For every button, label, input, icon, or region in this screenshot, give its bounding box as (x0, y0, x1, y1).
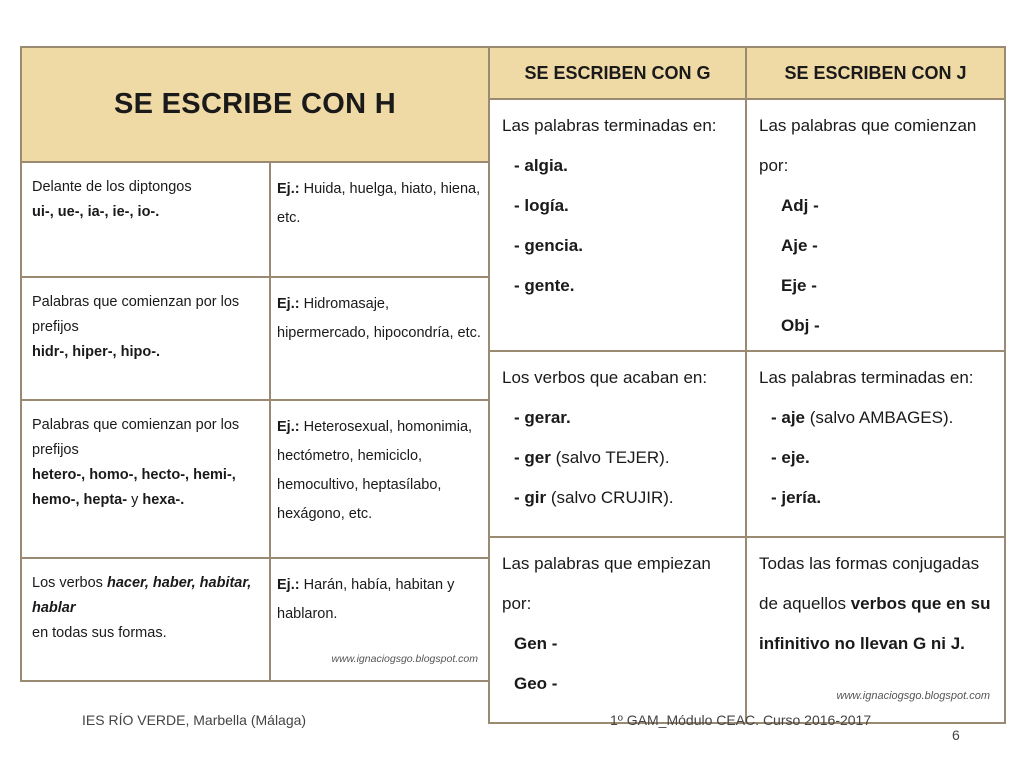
g-rule-intro: Los verbos que acaban en: (502, 368, 708, 387)
j-header: SE ESCRIBEN CON J (746, 47, 1005, 99)
g-ending: - algia. (514, 156, 568, 175)
h-rule-row (21, 558, 489, 681)
h-rule-prefixes: hexa-. (142, 492, 185, 509)
g-rule-cell (489, 99, 746, 351)
gj-rule-row (489, 537, 1005, 723)
g-rule-cell (489, 351, 746, 537)
h-rule-verbs: hacer, haber, habitar, hablar (32, 574, 252, 616)
h-rule-row (21, 277, 489, 400)
blog-signature: www.ignaciogsgo.blogspot.com (331, 653, 478, 665)
h-rule-row (21, 400, 489, 557)
j-exception: (salvo AMBAGES). (805, 408, 954, 427)
g-ending: - gencia. (514, 236, 583, 255)
j-prefix: Obj - (781, 316, 820, 335)
j-ending: - eje. (771, 448, 810, 467)
example-label: Ej.: (277, 576, 300, 593)
footer-school: IES RÍO VERDE, Marbella (Málaga) (82, 712, 307, 728)
j-prefix: Adj - (781, 196, 819, 215)
g-ending: - gerar. (514, 408, 571, 427)
j-rule-text: de aquellos (759, 594, 851, 613)
h-rule-text: en todas sus formas. (32, 624, 167, 641)
h-table-title: SE ESCRIBE CON H (21, 47, 489, 162)
j-ending: - aje (771, 408, 806, 427)
example-label: Ej.: (277, 181, 300, 198)
page-number: 6 (952, 727, 960, 743)
h-rule-row (21, 162, 489, 277)
h-example-cell (270, 400, 489, 557)
h-rule-text: y (127, 492, 143, 509)
h-rule-text: Delante de los diptongos (32, 179, 192, 196)
h-rule-prefixes: hemo-, hepta- (32, 492, 128, 509)
example-text: Heterosexual, homonimia, hectómetro, hemiciclo, hemocultivo, heptasílabo, hexágono, etc. (277, 419, 473, 523)
g-exception: (salvo CRUJIR). (546, 488, 674, 507)
j-rule-cell (746, 351, 1005, 537)
footer-course: 1º GAM_Módulo CEAC. Curso 2016-2017 (610, 712, 872, 728)
gj-rule-row (489, 99, 1005, 351)
example-text: Hidromasaje, hipermercado, hipocondría, etc. (277, 296, 481, 342)
j-prefix: Aje - (781, 236, 818, 255)
j-rule-text: Todas las formas conjugadas (759, 554, 980, 573)
h-rule-cell (21, 162, 270, 277)
j-rule-cell (746, 99, 1005, 351)
h-rules-table (20, 46, 490, 682)
h-example-cell (270, 558, 489, 681)
h-rule-prefixes: hidr-, hiper-, hipo-. (32, 344, 161, 361)
h-rule-text: Palabras que comienzan por los prefijos (32, 294, 240, 336)
j-ending: - jería. (771, 488, 822, 507)
g-ending: - gir (514, 488, 547, 507)
g-ending: - ger (514, 448, 551, 467)
blog-signature: www.ignaciogsgo.blogspot.com (836, 690, 990, 702)
g-exception: (salvo TEJER). (550, 448, 670, 467)
h-rule-text: Palabras que comienzan por los prefijos (32, 417, 240, 459)
j-rule-intro: Las palabras terminadas en: (759, 368, 974, 387)
h-example-cell (270, 162, 489, 277)
example-text: Huida, huelga, hiato, hiena, etc. (277, 181, 481, 227)
h-example-cell (270, 277, 489, 400)
gj-rule-row (489, 351, 1005, 537)
g-ending: - logía. (514, 196, 569, 215)
example-label: Ej.: (277, 419, 300, 436)
g-ending: - gente. (514, 276, 575, 295)
h-rule-prefixes: hetero-, homo-, hecto-, hemi-, (32, 467, 236, 484)
gj-rules-table (488, 46, 1006, 724)
j-rule-bold: infinitivo no llevan G ni J. (759, 634, 965, 653)
j-rule-intro: Las palabras que comienzan por: (759, 116, 977, 175)
g-header: SE ESCRIBEN CON G (489, 47, 746, 99)
g-rule-cell (489, 537, 746, 723)
example-label: Ej.: (277, 296, 300, 313)
h-rule-cell (21, 277, 270, 400)
g-prefix: Geo - (514, 674, 558, 693)
g-rule-intro: Las palabras que empiezan por: (502, 554, 711, 613)
h-rule-cell (21, 558, 270, 681)
j-rule-bold: verbos que en su (850, 594, 991, 613)
j-rule-cell (746, 537, 1005, 723)
h-rule-cell (21, 400, 270, 557)
h-rule-prefixes: ui-, ue-, ia-, ie-, io-. (32, 204, 160, 221)
g-prefix: Gen - (514, 634, 558, 653)
j-prefix: Eje - (781, 276, 817, 295)
h-rule-text: Los verbos (32, 574, 107, 591)
example-text: Harán, había, habitan y hablaron. (277, 576, 455, 622)
g-rule-intro: Las palabras terminadas en: (502, 116, 717, 135)
